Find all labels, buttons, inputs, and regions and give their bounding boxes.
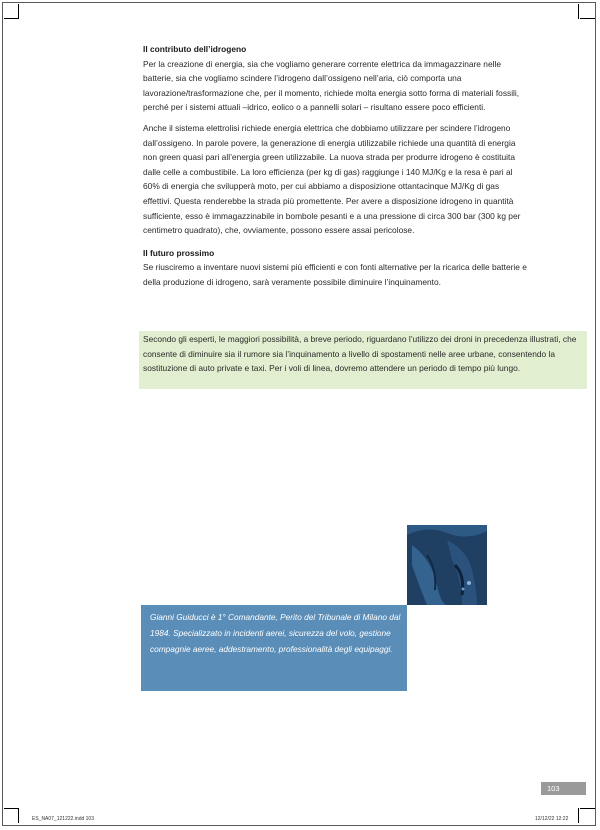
crop-mark: [580, 18, 595, 19]
crop-mark: [578, 808, 579, 823]
author-photo: [407, 525, 487, 605]
crop-mark: [4, 808, 19, 809]
page-number: 103: [541, 782, 586, 795]
article-body: [143, 42, 528, 290]
slug-left: ES_NA07_121222.indd 103: [32, 816, 94, 822]
crop-mark: [578, 4, 579, 19]
crop-mark: [580, 808, 595, 809]
crop-mark: [18, 4, 19, 19]
crop-mark: [4, 18, 19, 19]
highlight-paragraph: Secondo gli esperti, le maggiori possibilità, a breve periodo, riguardano l’utilizzo dei droni in precedenza illustrati, che consente di diminuire sia il rumore sia l’inquinamento a livello di spostamenti nelle aree urbane, consentendo la sostituzione di auto private e taxi. Per i voli di linea, dovremo attendere un periodo di tempo più lungo.: [143, 334, 577, 374]
section-heading: Il futuro prossimo: [143, 247, 215, 258]
paragraph: Se riusciremo a inventare nuovi sistemi più efficienti e con fonti alternative per la ricarica delle batterie e della produzione di idrogeno, sarà veramente possibile diminuire l’inquinamento.: [143, 262, 527, 287]
paragraph: Per la creazione di energia, sia che vogliamo generare corrente elettrica da immagazzinare nelle batterie, sia che vogliamo scindere l’idrogeno dall’ossigeno nell’aria, ciò comporta una lavorazione/trasformazione che, per il momento, richiede molta energia sotto forma di materiali fossili, perché per i sistemi attuali –idrico, eolico o a pannelli solari – risultano essere poco efficienti.: [143, 58, 520, 113]
crop-mark: [18, 808, 19, 823]
author-bio: Gianni Guiducci è 1° Comandante, Perito del Tribunale di Milano dal 1984. Specializzato in incidenti aerei, sicurezza del volo, gestione compagnie aeree, addestramento, professionalità degli equipaggi.: [150, 612, 401, 654]
slug-right: 12/12/22 12:22: [535, 816, 569, 822]
section-heading: Il contributo dell’idrogeno: [143, 44, 247, 54]
paragraph: Anche il sistema elettrolisi richiede energia elettrica che dobbiamo utilizzare per scindere l’idrogeno dall’ossigeno. In parole povere, la generazione di energia utilizzabile richiede una quantità di energia non green quasi pari all’energia green utilizzabile. La nuova strada per produrre idrogeno è costituita dalle celle a combustibile. La loro efficienza (per kg di gas) raggiunge i 140 MJ/Kg e la resa è pari al 60% di energia che svilupperà moto, per cui abbiamo a disposizione ottantacinque MJ/Kg di gas effettivi. Questa renderebbe la strada più promettente. Per avere a disposizione idrogeno in quantità sufficiente, esso è immagazzinabile in bombole pesanti e a una pressione di circa 300 bar (300 kg per centimetro quadrato), che, ovviamente, possono essere assai pericolose.: [143, 122, 521, 236]
